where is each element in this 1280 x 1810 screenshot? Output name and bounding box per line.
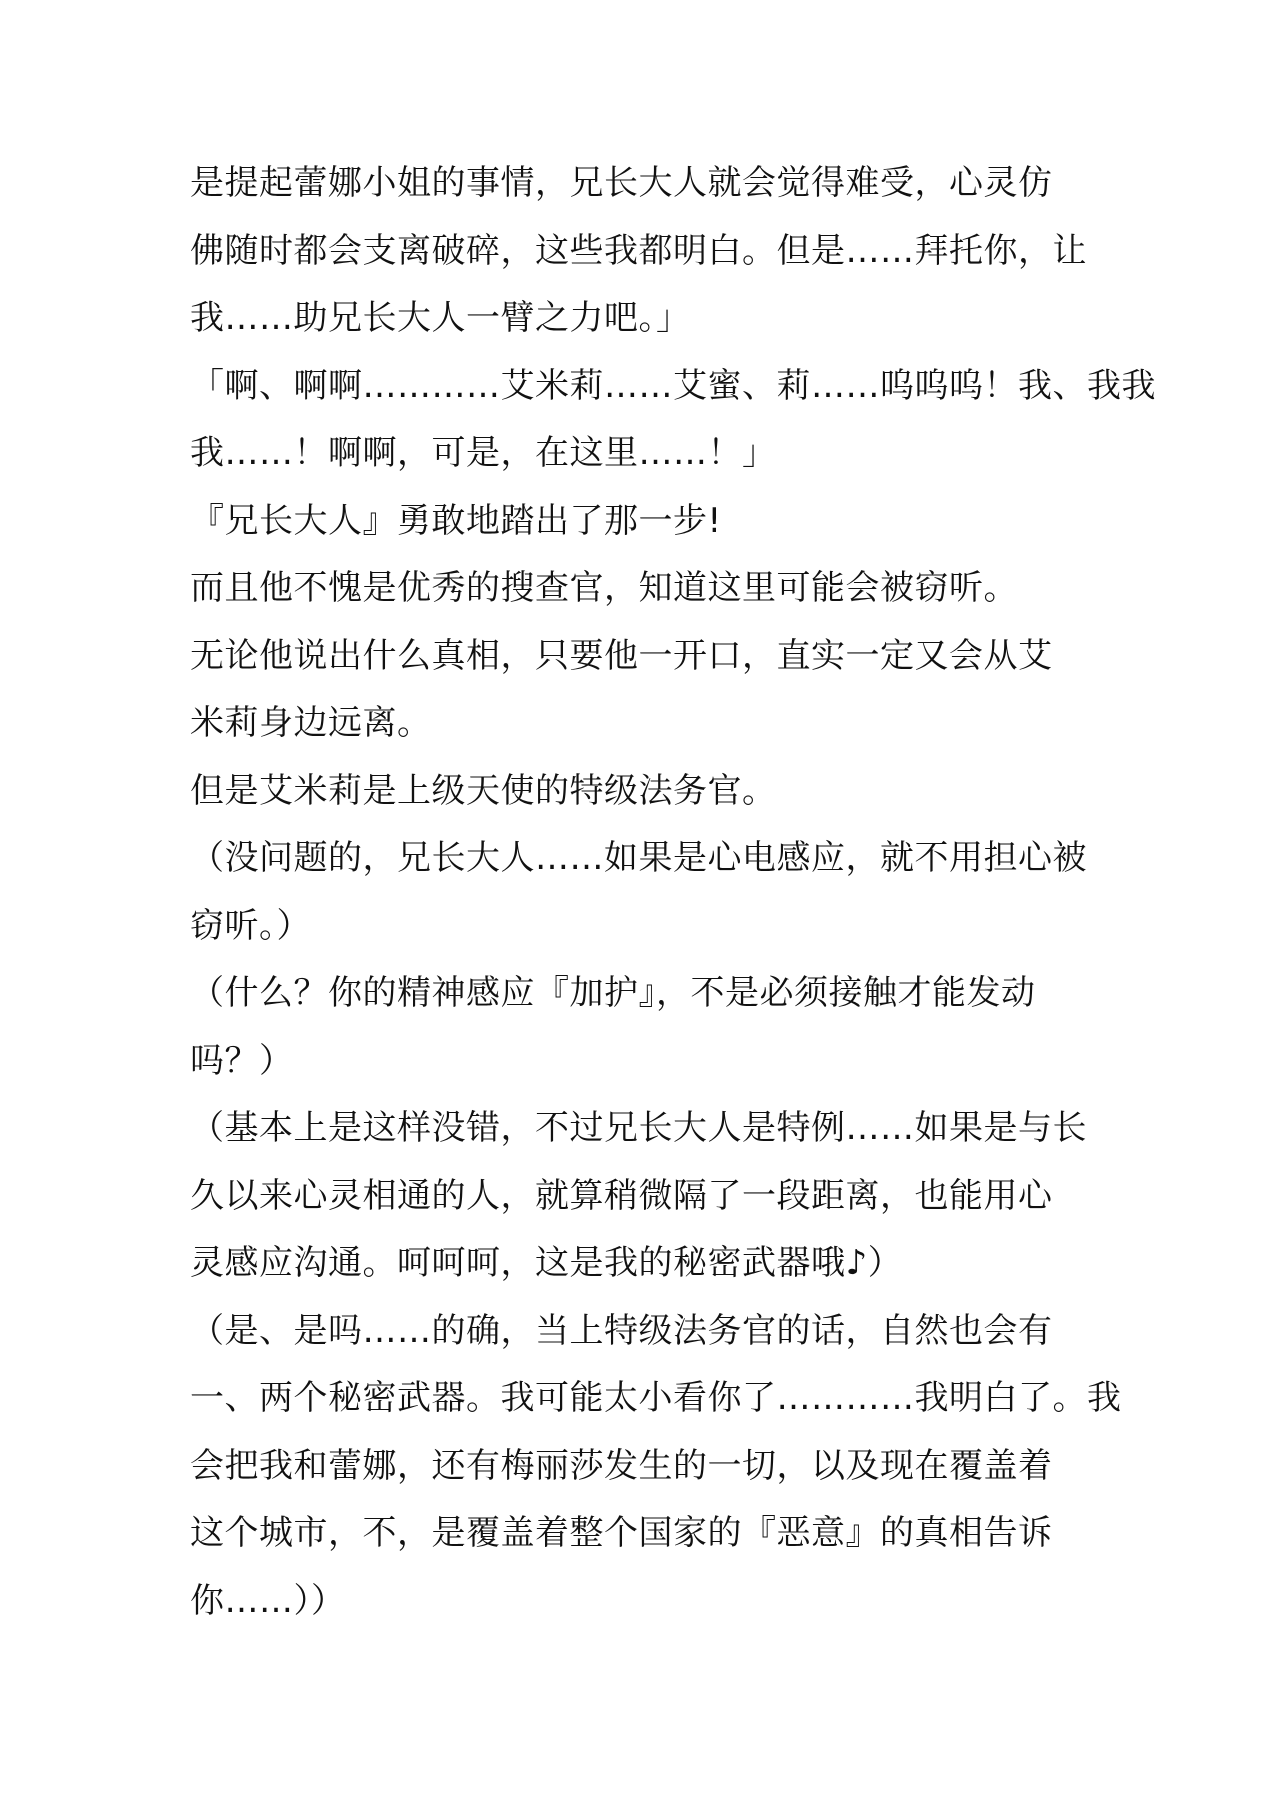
- text-line: 吗？）: [190, 1040, 294, 1081]
- text-line: 而且他不愧是优秀的搜查官，知道这里可能会被窃听。: [190, 568, 1018, 608]
- text-line: 会把我和蕾娜，还有梅丽莎发生的一切，以及现在覆盖着: [190, 1445, 1053, 1486]
- text-line: （基本上是这样没错，不过兄长大人是特例……如果是与长: [190, 1108, 1087, 1148]
- text-line: 米莉身边远离。: [190, 703, 432, 743]
- text-line: 灵感应沟通。呵呵呵，这是我的秘密武器哦♪）: [190, 1243, 903, 1283]
- text-line: 「啊、啊啊…………艾米莉……艾蜜、莉……呜呜呜！我、我我: [190, 365, 1156, 406]
- text-line: （是、是吗……的确，当上特级法务官的话，自然也会有: [190, 1310, 1053, 1351]
- text-line: 你……））: [190, 1580, 346, 1621]
- text-line: 我……助兄长大人一臂之力吧。」: [190, 298, 691, 338]
- text-line: 『兄长大人』勇敢地踏出了那一步!: [190, 500, 722, 541]
- text-line: 佛随时都会支离破碎，这些我都明白。但是……拜托你，让: [190, 230, 1087, 271]
- text-line: 无论他说出什么真相，只要他一开口，直实一定又会从艾: [190, 635, 1053, 676]
- text-line: 这个城市，不，是覆盖着整个国家的『恶意』的真相告诉: [190, 1513, 1053, 1553]
- text-block: [190, 150, 1156, 1635]
- text-line: 我……！啊啊，可是，在这里……！」: [190, 433, 777, 473]
- text-line: （什么？你的精神感应『加护』，不是必须接触才能发动: [190, 973, 1036, 1013]
- text-line: 但是艾米莉是上级天使的特级法务官。: [190, 770, 777, 811]
- text-line: 是提起蕾娜小姐的事情，兄长大人就会觉得难受，心灵仿: [190, 163, 1053, 203]
- text-line: （没问题的，兄长大人……如果是心电感应，就不用担心被: [190, 838, 1087, 878]
- text-line: 窃听。）: [190, 905, 311, 946]
- text-line: 久以来心灵相通的人，就算稍微隔了一段距离，也能用心: [190, 1175, 1053, 1216]
- text-line: 一、两个秘密武器。我可能太小看你了…………我明白了。我: [190, 1378, 1122, 1418]
